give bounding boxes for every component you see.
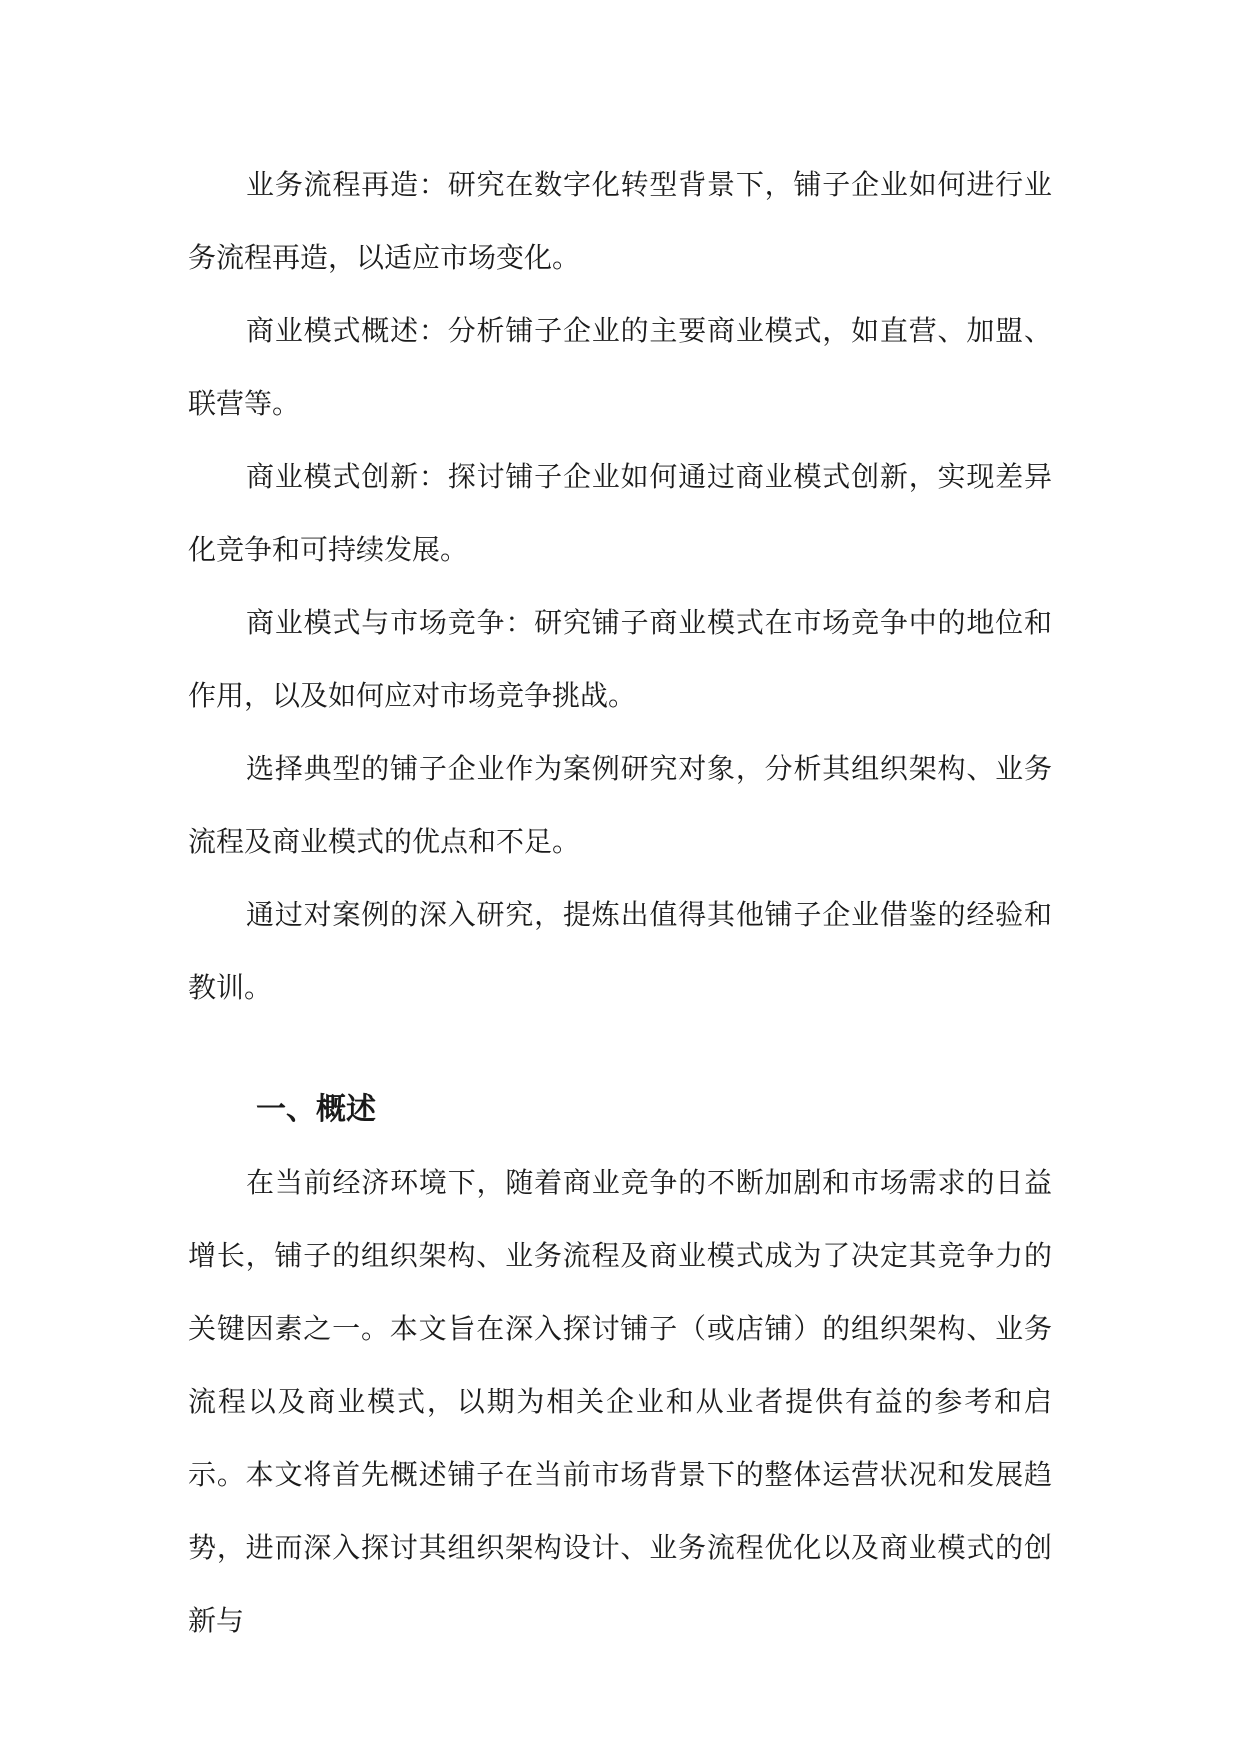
paragraph-case-selection: 选择典型的铺子企业作为案例研究对象，分析其组织架构、业务流程及商业模式的优点和不足。	[188, 752, 1052, 858]
section-heading: 一、概述	[256, 1091, 376, 1127]
paragraph-case-lessons: 通过对案例的深入研究，提炼出值得其他铺子企业借鉴的经验和教训。	[188, 898, 1052, 1004]
paragraph-overview-body: 在当前经济环境下，随着商业竞争的不断加剧和市场需求的日益增长，铺子的组织架构、业务流程及商业模式成为了决定其竞争力的关键因素之一。本文旨在深入探讨铺子（或店铺）的组织架构、业务流程以及商业模式，以期为相关企业和从业者提供有益的参考和启示。本文将首先概述铺子在当前市场背景下的整体运营状况和发展趋势，进而深入探讨其组织架构设计、业务流程优化以及商业模式的创新与	[188, 1166, 1052, 1637]
paragraph-business-model-competition: 商业模式与市场竞争：研究铺子商业模式在市场竞争中的地位和作用，以及如何应对市场竞争挑战。	[188, 606, 1052, 712]
document-body	[188, 148, 1052, 1657]
paragraph-business-model-innovation: 商业模式创新：探讨铺子企业如何通过商业模式创新，实现差异化竞争和可持续发展。	[188, 460, 1052, 566]
paragraph-business-process-reengineering: 业务流程再造：研究在数字化转型背景下，铺子企业如何进行业务流程再造，以适应市场变化。	[188, 168, 1052, 274]
section-spacer	[188, 1024, 1052, 1073]
paragraph-business-model-overview: 商业模式概述：分析铺子企业的主要商业模式，如直营、加盟、联营等。	[188, 314, 1052, 420]
